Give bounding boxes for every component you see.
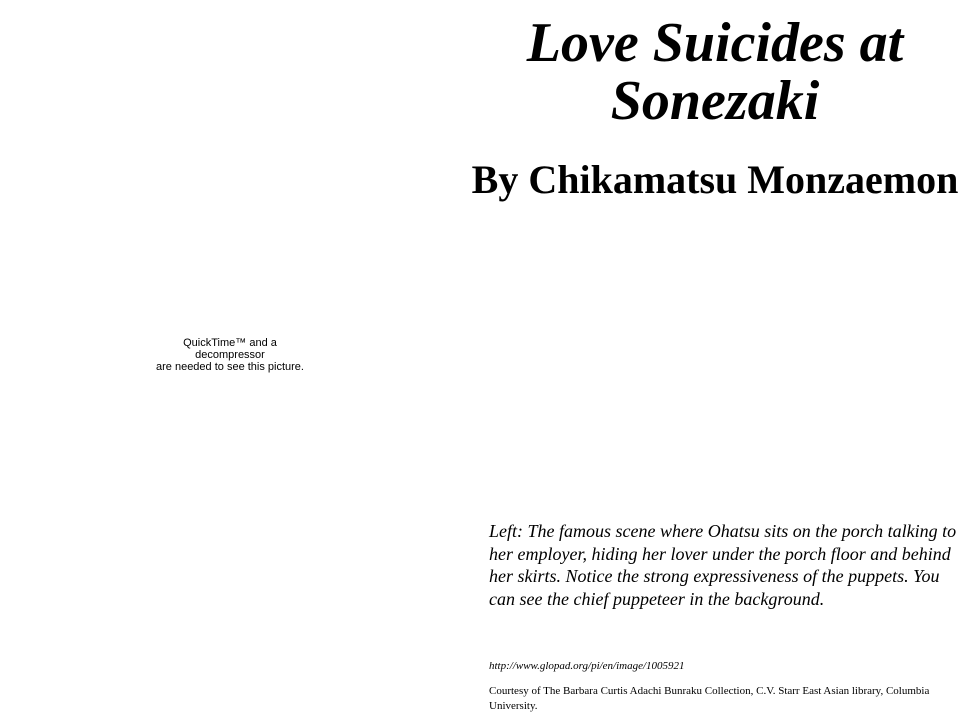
source-url: http://www.glopad.org/pi/en/image/1005921 — [489, 660, 685, 672]
image-placeholder-line-1: QuickTime™ and a — [183, 337, 277, 349]
image-placeholder-line-3: are needed to see this picture. — [156, 361, 304, 373]
image-credit: Courtesy of The Barbara Curtis Adachi Bunraku Collection, C.V. Starr East Asian library, Columbia University. — [489, 685, 930, 712]
image-placeholder-line-2: decompressor — [195, 349, 265, 361]
image-caption: Left: The famous scene where Ohatsu sits on the porch talking to her employer, hiding her lover under the porch floor and behind her skirts. Notice the strong expressiveness of the puppets. You can see the chief puppeteer in the background. — [489, 521, 957, 609]
image-placeholder — [150, 337, 310, 373]
slide-title: Love Suicides at Sonezaki — [526, 12, 904, 132]
slide-subtitle: By Chikamatsu Monzaemon — [471, 157, 959, 202]
